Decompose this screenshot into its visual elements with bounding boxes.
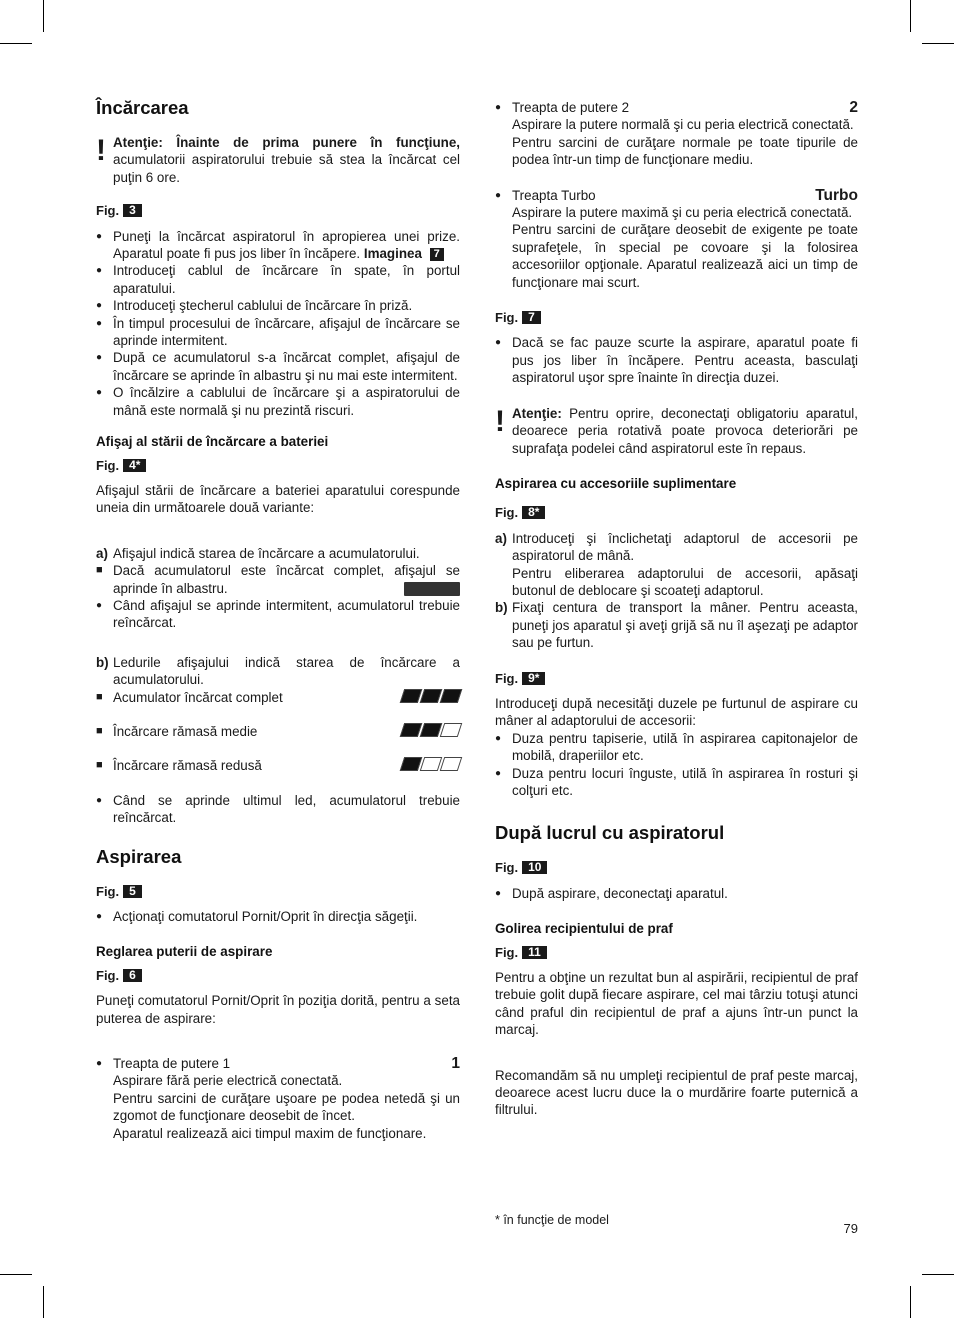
paragraph: Afişajul stării de încărcare a bateriei aparatului corespunde uneia din următoarele două variante: bbox=[96, 482, 460, 516]
step-b: b) Fixaţi centura de transport la mâner. Pentru aceasta, puneţi jos aparatul şi aveţi grijă să nu îl aşezaţi pe adaptor sau pe furtun. bbox=[495, 600, 858, 651]
battery-3-leds-icon bbox=[402, 689, 460, 703]
paragraph: Pentru a obţine un rezultat bun al aspirării, recipientul de praf trebuie golit după fiecare aspirare, cel mai târziu totuşi atunci când praful din recipientul de praf a ajuns într-un punct la marcaj. bbox=[495, 970, 858, 1038]
left-column bbox=[96, 96, 460, 1156]
paragraph: Recomandăm să nu umpleţi recipientul de praf peste marcaj, deoarece acest lucru duce la o murdărire foarte puternică a filtrului. bbox=[495, 1067, 858, 1118]
fig-ref: Fig. 10 bbox=[495, 859, 858, 876]
list-item: ● Introduceţi ştecherul cablului de încărcare în priză. bbox=[96, 297, 460, 314]
fig-ref: Fig. 4* bbox=[96, 457, 460, 474]
fig-ref: Fig. 5 bbox=[96, 883, 460, 900]
battery-1-led-icon bbox=[402, 757, 460, 771]
bullet-list bbox=[495, 885, 858, 902]
section-title-dupa: După lucrul cu aspiratorul bbox=[495, 822, 725, 844]
fig-ref: Fig. 7 bbox=[495, 309, 858, 326]
bullet-list bbox=[96, 1055, 460, 1142]
list-item: ● 2 Treapta de putere 2 Aspirare la putere normală şi cu peria electrică conectată. Pentru sarcini de curăţare normale pe toate tipurile de podea într-un timp de funcţionare mediu. bbox=[495, 99, 858, 169]
crop-mark bbox=[922, 43, 954, 44]
fig-ref: Fig. 11 bbox=[495, 944, 858, 961]
fig-ref: Fig. 3 bbox=[96, 202, 460, 219]
subheading-reglarea: Reglarea puterii de aspirare bbox=[96, 944, 273, 960]
list-item: ● După ce acumulatorul s-a încărcat complet, afişajul de încărcare se aprinde în albastru şi nu mai este intermitent. bbox=[96, 349, 460, 384]
list-item: ● După aspirare, deconectaţi aparatul. bbox=[495, 885, 858, 902]
fig-number: 8* bbox=[522, 506, 545, 519]
fig-ref: Fig. 8* bbox=[495, 504, 858, 521]
crop-mark bbox=[43, 1286, 44, 1318]
list-item: ● Când se aprinde ultimul led, acumulatorul trebuie reîncărcat. bbox=[96, 792, 460, 827]
battery-full-icon bbox=[404, 582, 460, 596]
bullet-list bbox=[495, 334, 858, 386]
list-item: ● Introduceţi cablul de încărcare în spate, în portul aparatului. bbox=[96, 262, 460, 297]
subheading-afisaj: Afişaj al stării de încărcare a bateriei bbox=[96, 434, 329, 450]
bullet-list bbox=[495, 730, 858, 800]
list-item: ■ Acumulator încărcat complet bbox=[96, 689, 460, 706]
list-item: ● În timpul procesului de încărcare, afişajul de încărcare se aprinde intermitent. bbox=[96, 315, 460, 350]
paragraph: Introduceţi după necesităţi duzele pe furtunul de aspirare cu mâner al adaptorului de accesorii: bbox=[495, 695, 858, 729]
power-level-marker: ● Turbo bbox=[815, 186, 858, 204]
section-title-incarcarea: Încărcarea bbox=[96, 97, 189, 118]
fig-number: 9* bbox=[522, 672, 545, 685]
fig-number: 7 bbox=[430, 248, 444, 261]
list-item: ■ Încărcare rămasă medie bbox=[96, 723, 460, 740]
list-item: ● Acţionaţi comutatorul Pornit/Oprit în direcţia săgeţii. bbox=[96, 908, 460, 925]
warning-note: ! Atenţie: Pentru oprire, deconectaţi obligatoriu aparatul, deoarece peria rotativă poate provoca deteriorări pe suprafaţa podelei când aspiratorul este în repaus. bbox=[495, 404, 858, 456]
fig-number: 10 bbox=[522, 861, 547, 874]
fig-ref: Fig. 6 bbox=[96, 967, 460, 984]
fig-number: 3 bbox=[123, 204, 142, 217]
subheading-accesorii: Aspirarea cu accesoriile suplimentare bbox=[495, 475, 737, 491]
fig-number: 7 bbox=[522, 311, 541, 324]
crop-mark bbox=[43, 0, 44, 32]
fig-number: 6 bbox=[123, 969, 142, 982]
variant-a: a) Afişajul indică starea de încărcare a acumulatorului. bbox=[96, 545, 420, 561]
crop-mark bbox=[922, 1274, 954, 1275]
crop-mark bbox=[0, 43, 32, 44]
section-title-aspirarea: Aspirarea bbox=[96, 845, 182, 867]
crop-mark bbox=[910, 1286, 911, 1318]
exclamation-icon: ! bbox=[495, 404, 505, 438]
list-item: ● Duza pentru locuri înguste, utilă în aspirarea în rosturi şi colţuri etc. bbox=[495, 765, 858, 800]
crop-mark bbox=[910, 0, 911, 32]
fig-number: 4* bbox=[123, 459, 146, 472]
crop-mark bbox=[0, 1274, 32, 1275]
bullet-list bbox=[96, 908, 460, 925]
list-item: ● Când afişajul se aprinde intermitent, acumulatorul trebuie reîncărcat. bbox=[96, 597, 460, 632]
bullet-list bbox=[96, 562, 460, 632]
warning-bold: Atenţie: Înainte de prima punere în funcţiune, bbox=[113, 135, 460, 150]
power-level-marker: ● 1 bbox=[451, 1055, 460, 1073]
list-item: ● Dacă se fac pauze scurte la aspirare, aparatul poate fi pus jos liber în încăpere. Pentru aceasta, basculaţi aspiratorul uşor spre înainte în direcţia duzei. bbox=[495, 334, 858, 386]
power-level-marker: ● 2 bbox=[849, 99, 858, 116]
page-number: 79 bbox=[843, 1221, 858, 1236]
bullet-list bbox=[495, 99, 858, 169]
footnote: * în funcţie de model bbox=[495, 1213, 609, 1227]
list-item: ● Duza pentru tapiserie, utilă în aspirarea capitonajelor de mobilă, draperiilor etc. bbox=[495, 730, 858, 765]
battery-2-leds-icon bbox=[402, 723, 460, 737]
fig-number: 11 bbox=[522, 946, 547, 959]
warning-note bbox=[96, 134, 460, 186]
list-item: ● Turbo Treapta Turbo Aspirare la putere maximă şi cu peria electrică conectată. Pentru sarcini de curăţare deosebit de exigente pe toate suprafeţele, în special pe covoare şi la folosirea accesoriilor opţionale. Aparatul realizează aici un timp de funcţionare mai scurt. bbox=[495, 187, 858, 291]
warning-text: acumulatorii aspiratorului trebuie să stea la încărcat cel puţin 6 ore. bbox=[113, 152, 460, 185]
variant-b: b) Ledurile afişajului indică starea de încărcare a acumulatorului. bbox=[96, 654, 460, 688]
paragraph: Puneţi comutatorul Pornit/Oprit în poziţia dorită, pentru a seta puterea de aspirare: bbox=[96, 993, 460, 1026]
list-item: ● 1 Treapta de putere 1 Aspirare fără perie electrică conectată. Pentru sarcini de curăţare uşoare pe podea netedă şi un zgomot de funcţionare deosebit de încet. Aparatul realizează aici timpul maxim de funcţionare. bbox=[96, 1055, 460, 1142]
list-item: ■ Încărcare rămasă redusă bbox=[96, 757, 460, 774]
list-item: ● Puneţi la încărcat aspiratorul în apropierea unei prize. Aparatul poate fi pus jos liber în încăpere. Imaginea 7 bbox=[96, 228, 460, 263]
right-column bbox=[495, 99, 858, 1133]
bullet-list bbox=[96, 228, 460, 419]
step-a: a) Introduceţi şi înclichetaţi adaptorul de accesorii pe aspiratorul de mână. Pentru eliberarea adaptorului de accesorii, apăsaţi butonul de deblocare şi scoateţi adaptorul. bbox=[495, 530, 858, 598]
bullet-list bbox=[495, 187, 858, 291]
subheading-golirea: Golirea recipientului de praf bbox=[495, 921, 673, 937]
list-item: ● O încălzire a cablului de încărcare şi a aspiratorului de mână este normală şi nu prezintă riscuri. bbox=[96, 384, 460, 419]
list-item: ■ Dacă acumulatorul este încărcat complet, afişajul se aprinde în albastru. bbox=[96, 562, 460, 597]
exclamation-icon: ! bbox=[96, 134, 106, 167]
fig-number: 5 bbox=[123, 885, 142, 898]
bullet-list bbox=[96, 689, 460, 827]
fig-ref: Fig. 9* bbox=[495, 670, 858, 687]
